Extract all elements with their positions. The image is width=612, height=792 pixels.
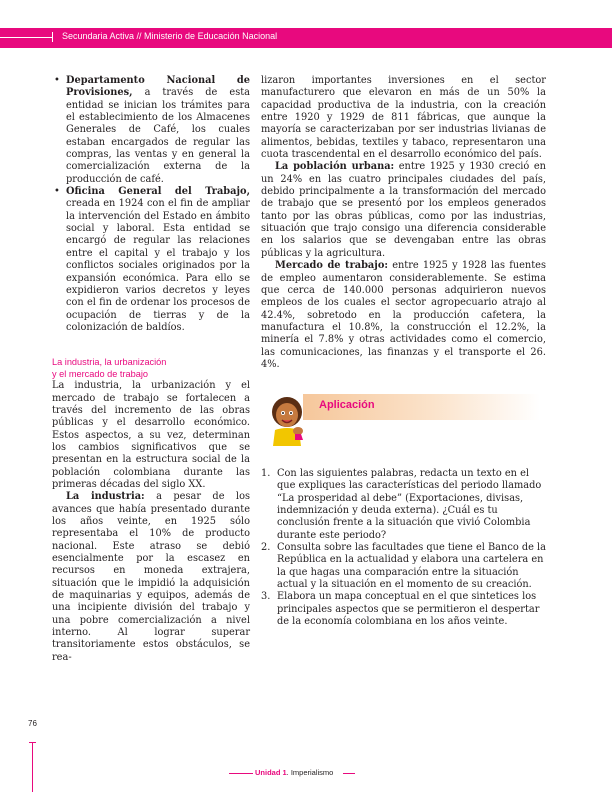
mercado-text: entre 1925 y 1928 las fuentes de empleo aumentaron considerablemente. Se estima que cerca de 140.000 personas adquirieron nuevos empleos de los cuales el sector agropecuario atrajo al 42.4%, sobretodo en la producción cafetera, la manufactura el 10.8%, la construcción el 12.2%, la minería el 7.8% y otras actividades como el comercio, las comunicaciones, las finanzas y el transporte el 26. 4%. — [261, 260, 546, 370]
header-title: Secundaria Activa // Ministerio de Educación Nacional — [62, 31, 278, 41]
student-avatar-icon — [265, 394, 315, 446]
section-heading — [52, 356, 250, 380]
industria-title: La industria: — [66, 491, 145, 503]
right-column — [261, 75, 546, 371]
footer-rule-left — [229, 773, 253, 774]
activities-list — [261, 468, 546, 628]
header-tick — [52, 32, 53, 42]
bullet-text: creada en 1924 con el fin de ampliar la intervención del Estado en ámbito social y laboral. Esta entidad se encargó de regular las relaciones entre el capital y el trabajo y los conflictos sociales originados por la expansión económica. Para ello se expidieron varios decretos y leyes con el fin de ordenar los procesos de ocupación de tierras y de la colonización de baldíos. — [66, 198, 250, 333]
bullet-title: Oficina General del Trabajo, — [66, 186, 250, 198]
activity-item — [261, 542, 546, 591]
section-heading-line-2: y el mercado de trabajo — [52, 369, 149, 380]
application-banner — [263, 394, 553, 450]
activity-text: Elabora un mapa conceptual en el que sintetices los principales aspectos que se permitieron el despertar de la economía colombiana en los años veinte. — [277, 591, 540, 628]
activity-number: 2. — [261, 542, 271, 554]
activity-text: Con las siguientes palabras, redacta un texto en el que expliques las características del periodo llamado “La prosperidad al debe” (Exportaciones, divisas, indemnización y deuda externa). ¿Cuál es tu conclusión frente a la situación que vivió Colombia durante este periodo? — [277, 468, 542, 541]
bullet-dot: • — [54, 75, 60, 86]
activity-item — [261, 591, 546, 628]
bullet-item — [52, 75, 250, 186]
activity-item — [261, 468, 546, 542]
mercado-title: Mercado de trabajo: — [275, 260, 388, 272]
page-number: 76 — [28, 719, 37, 728]
section-heading-line-1: La industria, la urbanización — [52, 357, 167, 368]
bullet-text: a través de esta entidad se inician los trámites para el establecimiento de los Almacenes Generales de Café, los cuales estaban encargados de regular las compras, las ventas y en general la comercialización externa de la producción de café. — [66, 87, 250, 185]
activity-number: 1. — [261, 468, 271, 479]
poblacion-text: entre 1925 y 1930 creció en un 24% en las cuatro principales ciudades del país, debido principalmente a la transformación del mercado de trabajo que se presentó por los empleos generados tanto por las obras públicas, como por las industrias, situación que trajo consigo una diferencia considerable en los salarios que se devengaban entre las obras públicas y la agricultura. — [261, 161, 546, 259]
side-rule — [32, 742, 33, 792]
application-label: Aplicación — [319, 399, 375, 411]
header-rule — [0, 37, 52, 38]
left-column — [52, 75, 250, 664]
bullet-item — [52, 186, 250, 334]
footer-unit-title: . Imperialismo — [286, 768, 334, 777]
footer — [0, 768, 612, 780]
continuation-paragraph: lizaron importantes inversiones en el sector manufacturero que elevaron en más de un 50% la capacidad productiva de la industria, con la creación entre 1920 y 1929 de 811 fábricas, que aunque la mayoría se caracterizaban por ser industrias livianas de alimentos, bebidas, textiles y tabaco, representaron una cuota trascendental en el desarrollo económico del país. — [261, 75, 546, 161]
poblacion-title: La población urbana: — [275, 161, 395, 173]
activity-text: Consulta sobre las facultades que tiene el Banco de la República en la actualidad y elabora una cartelera en la que hagas una comparación entre la situación actual y la situación en el momento de su creación. — [277, 542, 546, 591]
industria-paragraph — [52, 491, 250, 664]
activity-number: 3. — [261, 591, 271, 603]
poblacion-paragraph — [261, 161, 546, 260]
footer-rule-right — [343, 773, 355, 774]
industria-text: a pesar de los avances que había presentado durante los años veinte, en 1925 sólo representaba el 10% de producto nacional. Este atraso se debió esencialmente por la escasez en recursos en moneda extrajera, situación que le impidió la adquisición de maquinarias y equipos, además de una incipiente división del trabajo y una pobre comercialización a nivel interno. Al lograr superar transitoriamente estos obstáculos, se rea- — [52, 491, 250, 663]
footer-text — [255, 768, 333, 777]
bullet-title: Departamento Nacional de Provisiones, — [66, 75, 250, 99]
footer-unit-label: Unidad 1 — [255, 768, 287, 777]
bullet-dot: • — [54, 186, 60, 198]
intro-paragraph: La industria, la urbanización y el mercado de trabajo se fortalecen a través del incremento de las obras públicas y el desarrollo económico. Estos aspectos, a su vez, determinan los cambios significativos que se presentan en la estructura social de la población colombiana durante las primeras décadas del siglo XX. — [52, 380, 250, 490]
mercado-paragraph — [261, 260, 546, 371]
